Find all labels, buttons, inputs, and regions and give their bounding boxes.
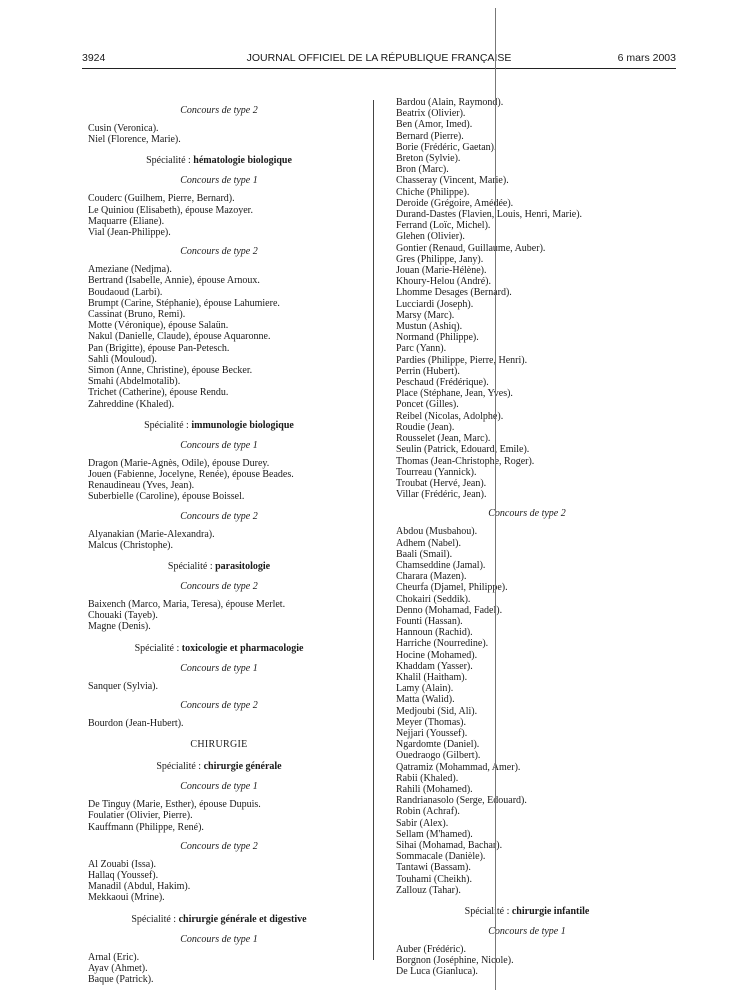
candidate-name: Hallaq (Youssef). <box>88 869 159 881</box>
candidate-name: Adhem (Nabel). <box>396 537 461 549</box>
section-heading: CHIRURGIE <box>190 739 248 751</box>
candidate-name: Couderc (Guilhem, Pierre, Bernard). <box>88 193 235 205</box>
candidate-name: Gontier (Renaud, Guillaume, Auber). <box>396 242 546 254</box>
candidate-name: Simon (Anne, Christine), épouse Becker. <box>88 365 253 377</box>
candidate-name: Cheurfa (Djamel, Philippe). <box>396 582 508 594</box>
candidate-name: Khaddam (Yasser). <box>396 660 473 672</box>
candidate-name: Charara (Mazen). <box>396 571 467 583</box>
left-column <box>88 97 350 985</box>
candidate-name: Rahili (Mohamed). <box>396 783 473 795</box>
concours-heading: Concours de type 1 <box>180 781 258 793</box>
specialite-heading <box>396 906 658 918</box>
candidate-name: Nakul (Danielle, Claude), épouse Aquaronne. <box>88 331 271 343</box>
candidate-name: Chouaki (Tayeb). <box>88 610 158 622</box>
issue-date: 6 mars 2003 <box>617 52 676 64</box>
specialite-heading <box>88 643 350 655</box>
candidate-name: Robin (Achraf). <box>396 806 460 818</box>
candidate-name: Qatramiz (Mohammad, Amer). <box>396 761 521 773</box>
candidate-name: Al Zouabi (Issa). <box>88 858 157 870</box>
candidate-name: Lamy (Alain). <box>396 683 454 695</box>
candidate-name: Perrin (Hubert). <box>396 365 460 377</box>
candidate-name: Jouan (Marie-Hélène). <box>396 265 487 277</box>
specialite-name: chirurgie générale <box>203 761 282 773</box>
candidate-name: Ouedraogo (Gilbert). <box>396 750 481 762</box>
candidate-name: Lhomme Desages (Bernard). <box>396 287 512 299</box>
candidate-name: Tantawi (Bassam). <box>396 862 471 874</box>
candidate-name: Boudaoud (Larbi). <box>88 286 163 298</box>
candidate-name: Parc (Yann). <box>396 343 447 355</box>
concours-heading: Concours de type 2 <box>180 246 258 258</box>
candidate-name: Manadil (Abdul, Hakim). <box>88 881 191 893</box>
candidate-name: Place (Stéphane, Jean, Yves). <box>396 388 513 400</box>
candidate-name: Bron (Marc). <box>396 164 449 176</box>
specialite-name: immunologie biologique <box>191 419 294 431</box>
candidate-name: Sommacale (Danièle). <box>396 851 486 863</box>
specialite-name: chirurgie infantile <box>511 906 590 918</box>
candidate-name: Seulin (Patrick, Edouard, Emile). <box>396 444 530 456</box>
candidate-name: Baixench (Marco, Maria, Teresa), épouse Merlet. <box>88 599 286 611</box>
column-divider <box>373 100 374 960</box>
candidate-name: Trichet (Catherine), épouse Rendu. <box>88 387 229 399</box>
candidate-name: Baque (Patrick). <box>88 973 154 985</box>
candidate-name: Normand (Philippe). <box>396 332 479 344</box>
candidate-name: Denno (Mohamad, Fadel). <box>396 604 503 616</box>
candidate-name: Foulatier (Olivier, Pierre). <box>88 810 193 822</box>
candidate-name: Peschaud (Frédérique). <box>396 377 489 389</box>
candidate-name: Maquarre (Eliane). <box>88 215 165 227</box>
candidate-name: Baali (Smail). <box>396 548 453 560</box>
candidate-name: Bourdon (Jean-Hubert). <box>88 717 184 729</box>
candidate-name: Matta (Walid). <box>396 694 455 706</box>
candidate-name: Harriche (Nourredine). <box>396 638 489 650</box>
candidate-name: Ameziane (Nedjma). <box>88 264 172 276</box>
specialite-prefix: Spécialité : <box>146 155 194 167</box>
candidate-name: Smahi (Abdelmotalib). <box>88 376 181 388</box>
candidate-name: Rousselet (Jean, Marc). <box>396 433 491 445</box>
candidate-name: Khalil (Haitham). <box>396 671 468 683</box>
concours-heading: Concours de type 2 <box>180 840 258 852</box>
candidate-name: Jouen (Fabienne, Jocelyne, Renée), épouse Beades. <box>88 469 294 481</box>
candidate-name: Khoury-Helou (André). <box>396 276 491 288</box>
candidate-name: Sellam (M'hamed). <box>396 828 473 840</box>
candidate-name: Troubat (Hervé, Jean). <box>396 477 487 489</box>
candidate-name: Dragon (Marie-Agnès, Odile), épouse Durey. <box>88 457 270 469</box>
candidate-name: Breton (Sylvie). <box>396 153 461 165</box>
concours-heading: Concours de type 1 <box>180 933 258 945</box>
candidate-name: Ayav (Ahmet). <box>88 962 148 974</box>
candidate-name: Bernard (Pierre). <box>396 130 464 142</box>
concours-heading: Concours de type 2 <box>180 581 258 593</box>
candidate-name: Borie (Frédéric, Gaetan). <box>396 141 497 153</box>
candidate-name: Zahreddine (Khaled). <box>88 398 175 410</box>
specialite-name: hématologie biologique <box>193 155 292 167</box>
candidate-name: Sihai (Mohamad, Bachar). <box>396 840 503 851</box>
candidate-name: Pardies (Philippe, Pierre, Henri). <box>396 354 528 366</box>
candidate-name: Poncet (Gilles). <box>396 399 459 411</box>
candidate-name: Lucciardi (Joseph). <box>396 298 474 310</box>
candidate-name: Villar (Frédéric, Jean). <box>396 489 487 501</box>
candidate-name: Randrianasolo (Serge, Edouard). <box>396 795 527 807</box>
candidate-name: Bardou (Alain, Raymond). <box>396 97 504 108</box>
concours-heading: Concours de type 1 <box>488 926 566 938</box>
specialite-heading <box>88 761 350 773</box>
concours-heading: Concours de type 1 <box>180 439 258 451</box>
candidate-name: Roudie (Jean). <box>396 421 455 433</box>
concours-heading: Concours de type 1 <box>180 175 258 187</box>
candidate-name: Deroide (Grégoire, Amédée). <box>396 197 514 209</box>
specialite-prefix: Spécialité : <box>144 419 192 431</box>
candidate-name: Renaudineau (Yves, Jean). <box>88 480 195 492</box>
candidate-name: Auber (Frédéric). <box>396 944 466 956</box>
scan-artifact-line <box>495 8 496 990</box>
candidate-name: Pan (Brigitte), épouse Pan-Petesch. <box>88 342 230 354</box>
candidate-name: Medjoubi (Sid, Ali). <box>396 705 478 717</box>
candidate-name: Kauffmann (Philippe, René). <box>88 821 204 833</box>
candidate-name: Vial (Jean-Philippe). <box>88 227 171 239</box>
specialite-heading <box>88 155 350 167</box>
journal-title: JOURNAL OFFICIEL DE LA RÉPUBLIQUE FRANÇAISE <box>246 52 512 64</box>
specialite-heading <box>88 914 350 926</box>
candidate-name: Touhami (Cheikh). <box>396 873 472 885</box>
concours-heading: Concours de type 2 <box>180 699 258 711</box>
candidate-name: De Tinguy (Marie, Esther), épouse Dupuis. <box>88 799 261 811</box>
candidate-name: Alyanakian (Marie-Alexandra). <box>88 528 215 540</box>
candidate-name: Hannoun (Rachid). <box>396 627 473 639</box>
specialite-prefix: Spécialité : <box>134 642 182 654</box>
candidate-name: Malcus (Christophe). <box>88 539 173 551</box>
specialite-prefix: Spécialité : <box>167 561 216 573</box>
candidate-name: Beatrix (Olivier). <box>396 108 466 120</box>
page-number: 3924 <box>82 52 106 64</box>
page-header <box>82 52 676 66</box>
candidate-name: Marsy (Marc). <box>396 309 455 321</box>
candidate-name: Le Quiniou (Elisabeth), épouse Mazoyer. <box>88 204 253 216</box>
candidate-name: Rabii (Khaled). <box>396 772 459 784</box>
specialite-name: toxicologie et pharmacologie <box>181 642 304 654</box>
candidate-name: Mekkaoui (Mrine). <box>88 892 165 904</box>
candidate-name: Cassinat (Bruno, Remi). <box>88 309 186 321</box>
candidate-name: Motte (Véronique), épouse Salaün. <box>88 320 229 332</box>
specialite-prefix: Spécialité : <box>464 906 512 918</box>
concours-heading: Concours de type 2 <box>180 510 258 522</box>
specialite-name: parasitologie <box>215 561 271 573</box>
candidate-name: Sabir (Alex). <box>396 817 449 829</box>
candidate-name: Chamseddine (Jamal). <box>396 559 486 571</box>
candidate-name: Cusin (Veronica). <box>88 123 159 134</box>
candidate-name: Nejjari (Youssef). <box>396 727 468 739</box>
candidate-name: Ben (Amor, Imed). <box>396 119 473 131</box>
candidate-name: Chokairi (Seddik). <box>396 593 471 605</box>
specialite-heading <box>88 420 350 432</box>
candidate-name: Reibel (Nicolas, Adolphe). <box>396 410 504 422</box>
candidate-name: Zallouz (Tahar). <box>396 884 461 896</box>
candidate-name: Meyer (Thomas). <box>396 716 466 728</box>
candidate-name: Glehen (Olivier). <box>396 231 465 243</box>
candidate-name: Durand-Dastes (Flavien, Louis, Henri, Marie). <box>396 209 583 221</box>
concours-heading: Concours de type 2 <box>180 105 258 116</box>
candidate-name: Ngardomte (Daniel). <box>396 739 480 751</box>
right-column <box>396 97 658 978</box>
candidate-name: Chasseray (Vincent, Marie). <box>396 175 509 187</box>
candidate-name: Magne (Denis). <box>88 621 151 633</box>
specialite-name: chirurgie générale et digestive <box>178 913 307 925</box>
candidate-name: Sanquer (Sylvia). <box>88 680 158 692</box>
candidate-name: Niel (Florence, Marie). <box>88 134 181 146</box>
candidate-name: Brumpt (Carine, Stéphanie), épouse Lahumiere. <box>88 297 280 309</box>
candidate-name: Gres (Philippe, Jany). <box>396 253 484 265</box>
candidate-name: De Luca (Gianluca). <box>396 966 478 978</box>
concours-heading: Concours de type 1 <box>180 662 258 674</box>
candidate-name: Founti (Hassan). <box>396 615 463 627</box>
candidate-name: Mustun (Ashiq). <box>396 321 463 333</box>
specialite-heading <box>88 561 350 573</box>
candidate-name: Borgnon (Joséphine, Nicole). <box>396 955 514 967</box>
candidate-name: Abdou (Musbahou). <box>396 526 478 538</box>
candidate-name: Tourreau (Yannick). <box>396 466 477 478</box>
header-rule <box>82 68 676 69</box>
candidate-name: Chiche (Philippe). <box>396 186 470 198</box>
candidate-name: Arnal (Eric). <box>88 951 140 963</box>
candidate-name: Hocine (Mohamed). <box>396 649 478 661</box>
candidate-name: Ferrand (Loïc, Michel). <box>396 220 491 232</box>
candidate-name: Sahli (Mouloud). <box>88 353 157 365</box>
specialite-prefix: Spécialité : <box>131 913 179 925</box>
specialite-prefix: Spécialité : <box>156 761 204 773</box>
concours-heading: Concours de type 2 <box>488 508 566 520</box>
candidate-name: Thomas (Jean-Christophe, Roger). <box>396 455 535 467</box>
candidate-name: Bertrand (Isabelle, Annie), épouse Arnoux. <box>88 275 260 287</box>
candidate-name: Suberbielle (Caroline), épouse Boissel. <box>88 491 245 503</box>
